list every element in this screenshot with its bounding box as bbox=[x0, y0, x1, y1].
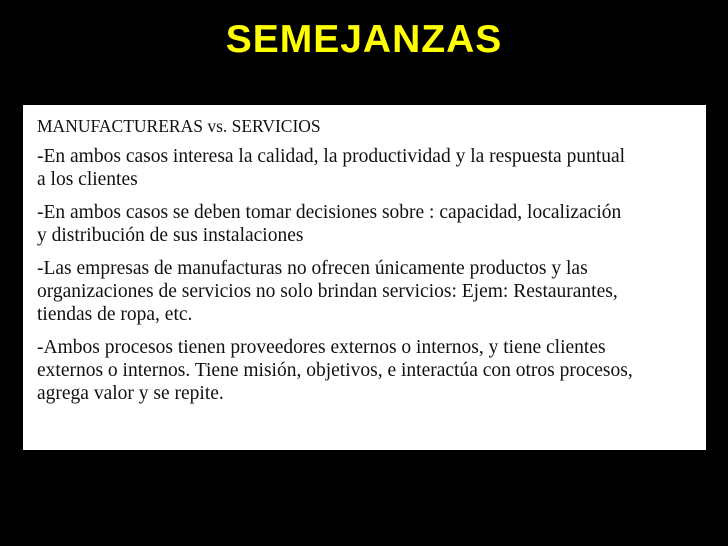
paragraph-quality bbox=[37, 145, 696, 191]
text-line: y distribución de sus instalaciones bbox=[37, 225, 304, 246]
text-line: -En ambos casos interesa la calidad, la productividad y la respuesta puntual bbox=[37, 146, 626, 167]
panel-heading: MANUFACTURERAS vs. SERVICIOS bbox=[37, 116, 321, 136]
paragraph-processes bbox=[37, 336, 696, 405]
text-line: externos o internos. Tiene misión, objetivos, e interactúa con otros procesos, bbox=[37, 360, 633, 381]
text-line: a los clientes bbox=[37, 169, 138, 190]
text-line: organizaciones de servicios no solo brindan servicios: Ejem: Restaurantes, bbox=[37, 281, 618, 302]
text-line: tiendas de ropa, etc. bbox=[37, 304, 193, 325]
text-line: agrega valor y se repite. bbox=[37, 383, 224, 404]
slide-title: SEMEJANZAS bbox=[225, 18, 503, 61]
text-line: -Las empresas de manufacturas no ofrecen únicamente productos y las bbox=[37, 258, 588, 279]
paragraph-companies bbox=[37, 257, 696, 326]
paragraph-decisions bbox=[37, 201, 696, 247]
text-line: -Ambos procesos tienen proveedores externos o internos, y tiene clientes bbox=[37, 337, 606, 358]
text-line: -En ambos casos se deben tomar decisiones sobre : capacidad, localización bbox=[37, 202, 622, 223]
content-panel bbox=[23, 105, 706, 450]
